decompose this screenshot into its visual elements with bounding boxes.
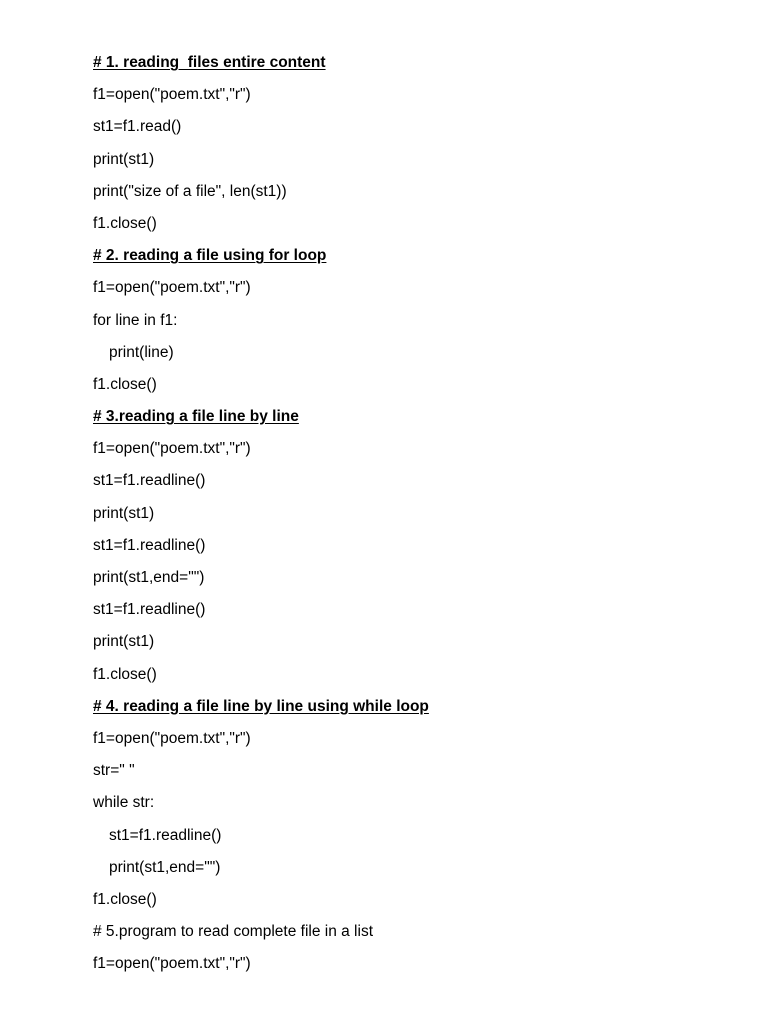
code-line: f1.close() — [93, 375, 157, 393]
indented-code-line: print(line) — [109, 343, 174, 361]
section-heading: # 3.reading a file line by line — [93, 408, 299, 426]
code-line: st1=f1.readline() — [93, 601, 206, 619]
code-line: print(st1) — [93, 150, 155, 168]
code-line: f1=open("poem.txt","r") — [93, 440, 251, 458]
code-line: str=" " — [93, 762, 135, 780]
code-line: f1.close() — [93, 890, 157, 908]
code-line: print("size of a file", len(st1)) — [93, 182, 287, 200]
code-line: f1=open("poem.txt","r") — [93, 86, 251, 104]
code-line: f1=open("poem.txt","r") — [93, 729, 251, 747]
code-line: f1=open("poem.txt","r") — [93, 279, 251, 297]
code-line: print(st1) — [93, 504, 155, 522]
indented-code-line: st1=f1.readline() — [109, 826, 222, 844]
code-line: for line in f1: — [93, 311, 178, 329]
code-line: st1=f1.readline() — [93, 472, 206, 490]
document-page — [93, 51, 713, 984]
section-heading: # 1. reading files entire content — [93, 54, 326, 71]
code-line: while str: — [93, 794, 155, 812]
code-line: st1=f1.read() — [93, 118, 182, 136]
code-line: f1=open("poem.txt","r") — [93, 955, 251, 973]
code-line: f1.close() — [93, 214, 157, 232]
code-line: f1.close() — [93, 665, 157, 683]
code-line: print(st1,end="") — [93, 569, 205, 586]
comment-line: # 5.program to read complete file in a list — [93, 923, 373, 941]
section-heading: # 2. reading a file using for loop — [93, 247, 327, 265]
indented-code-line: print(st1,end="") — [109, 858, 221, 876]
code-line: print(st1) — [93, 633, 155, 651]
code-line: st1=f1.readline() — [93, 536, 206, 554]
section-heading: # 4. reading a file line by line using while loop — [93, 697, 429, 715]
